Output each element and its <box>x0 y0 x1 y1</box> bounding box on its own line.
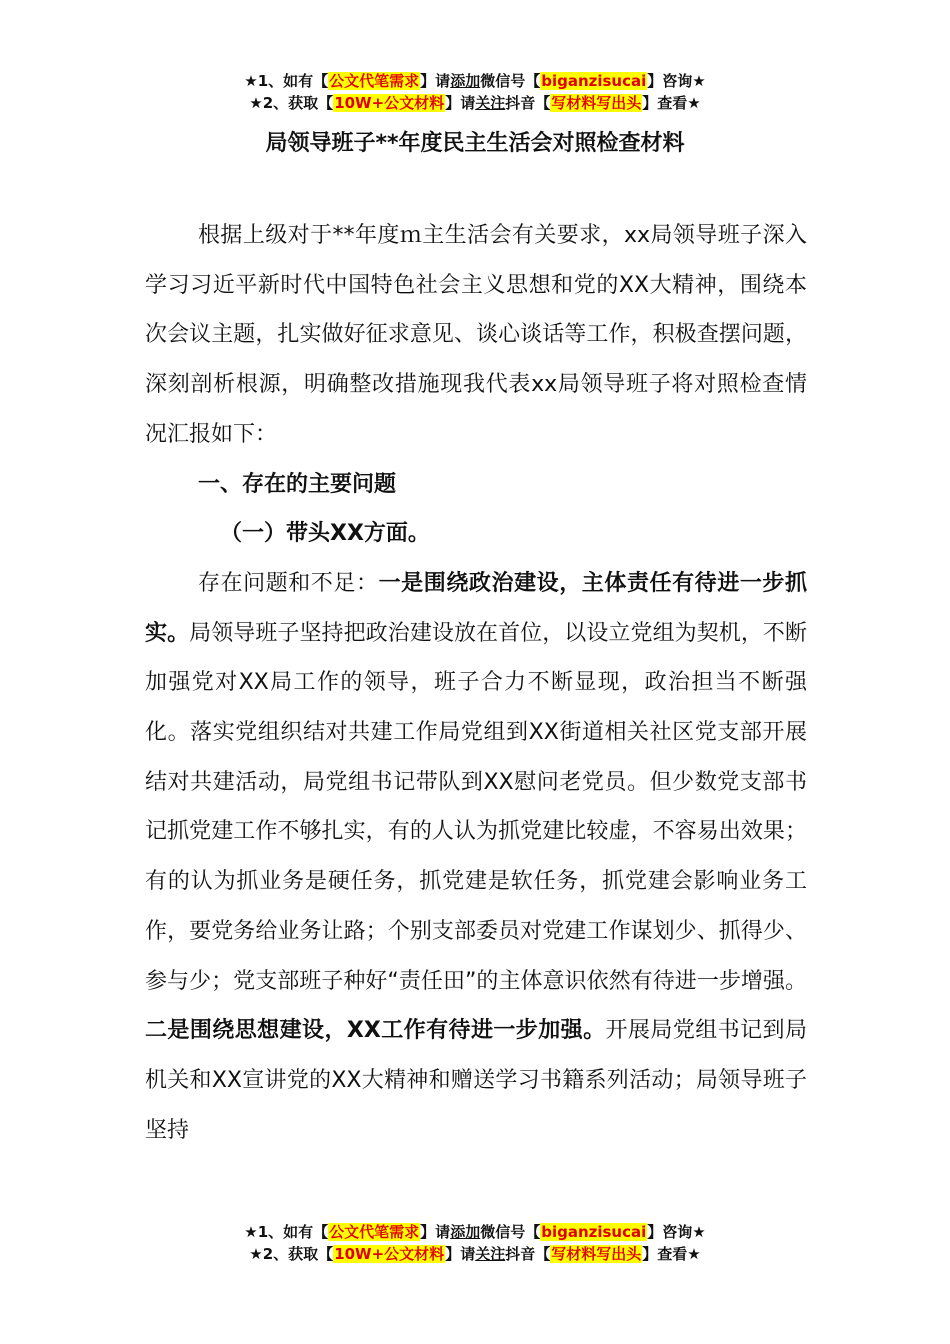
banner-text: ★2、获取【 <box>249 94 334 112</box>
highlight-text: 10W+公文材料 <box>334 1245 445 1263</box>
section-heading: 一、存在的主要问题 <box>198 471 397 497</box>
bold-point-2: 二是围绕思想建设，XX工作有待进一步加强。 <box>145 1018 606 1044</box>
paragraph-text: 开展局党组书记到局机关和XX宣讲党的XX大精神和赠送学习书籍系列活动；局领导班子坚持 <box>145 1018 807 1143</box>
underlined-text: 添加 <box>450 1223 481 1241</box>
intro-paragraph: 根据上级对于**年度ｍ主生活会有关要求，xx局领导班子深入学习习近平新时代中国特色社会主义思想和党的XX大精神，围绕本次会议主题，扎实做好征求意见、谈心谈话等工作，积极查摆问题，深刻剖析根源，明确整改措施现我代表xx局领导班子将对照检查情况汇报如下： <box>145 223 807 447</box>
highlight-text: 写材料写出头 <box>551 1245 642 1263</box>
highlight-text: biganzisucai <box>541 1223 647 1241</box>
banner-text: 微信号【 <box>480 1223 541 1241</box>
banner-text: 】查看★ <box>642 94 701 112</box>
underlined-text: 关注 <box>475 94 506 112</box>
banner-text: 抖音【 <box>505 1245 551 1263</box>
header-banner <box>0 70 950 114</box>
highlight-text: 公文代笔需求 <box>329 72 420 90</box>
banner-line-1 <box>0 70 950 92</box>
paragraph-text: 局领导班子坚持把政治建设放在首位，以设立党组为契机，不断加强党对XX局工作的领导，班子合力不断显现，政治担当不断强化。落实党组织结对共建工作局党组到XX街道相关社区党支部开展结对共建活动，局党组书记带队到XX慰问老党员。但少数党支部书记抓党建工作不够扎实，有的人认为抓党建比较虚，不容易出效果；有的认为抓业务是硬任务，抓党建是软任务，抓党建会影响业务工作，要党务给业务让路；个别支部委员对党建工作谋划少、抓得少、参与少；党支部班子种好“责任田”的主体意识依然有待进一步增强。 <box>145 620 807 994</box>
highlight-text: 公文代笔需求 <box>329 1223 420 1241</box>
banner-line-1 <box>0 1221 950 1243</box>
banner-text: 】请 <box>445 1245 476 1263</box>
banner-text: 】咨询★ <box>647 1223 706 1241</box>
paragraph-lead: 存在问题和不足： <box>198 570 379 596</box>
banner-text: 】查看★ <box>642 1245 701 1263</box>
document-body <box>145 211 807 1155</box>
banner-line-2 <box>0 92 950 114</box>
document-title: 局领导班子**年度民主生活会对照检查材料 <box>265 131 685 156</box>
banner-text: ★2、获取【 <box>249 1245 334 1263</box>
subsection-heading: （一）带头XX方面。 <box>220 521 430 547</box>
banner-text: 】请 <box>420 72 451 90</box>
banner-text: ★1、如有【 <box>244 72 329 90</box>
highlight-text: 写材料写出头 <box>551 94 642 112</box>
banner-line-2 <box>0 1243 950 1265</box>
banner-text: 】请 <box>420 1223 451 1241</box>
banner-text: ★1、如有【 <box>244 1223 329 1241</box>
highlight-text: 10W+公文材料 <box>334 94 445 112</box>
banner-text: 】请 <box>445 94 476 112</box>
underlined-text: 添加 <box>450 72 481 90</box>
underlined-text: 关注 <box>475 1245 506 1263</box>
banner-text: 抖音【 <box>505 94 551 112</box>
bold-point-1: 一是围绕政治建设，主体责任有待进一步抓实。 <box>145 570 807 646</box>
banner-text: 微信号【 <box>480 72 541 90</box>
footer-banner <box>0 1221 950 1265</box>
banner-text: 】咨询★ <box>647 72 706 90</box>
body-paragraph <box>145 559 807 1155</box>
highlight-text: biganzisucai <box>541 72 647 90</box>
